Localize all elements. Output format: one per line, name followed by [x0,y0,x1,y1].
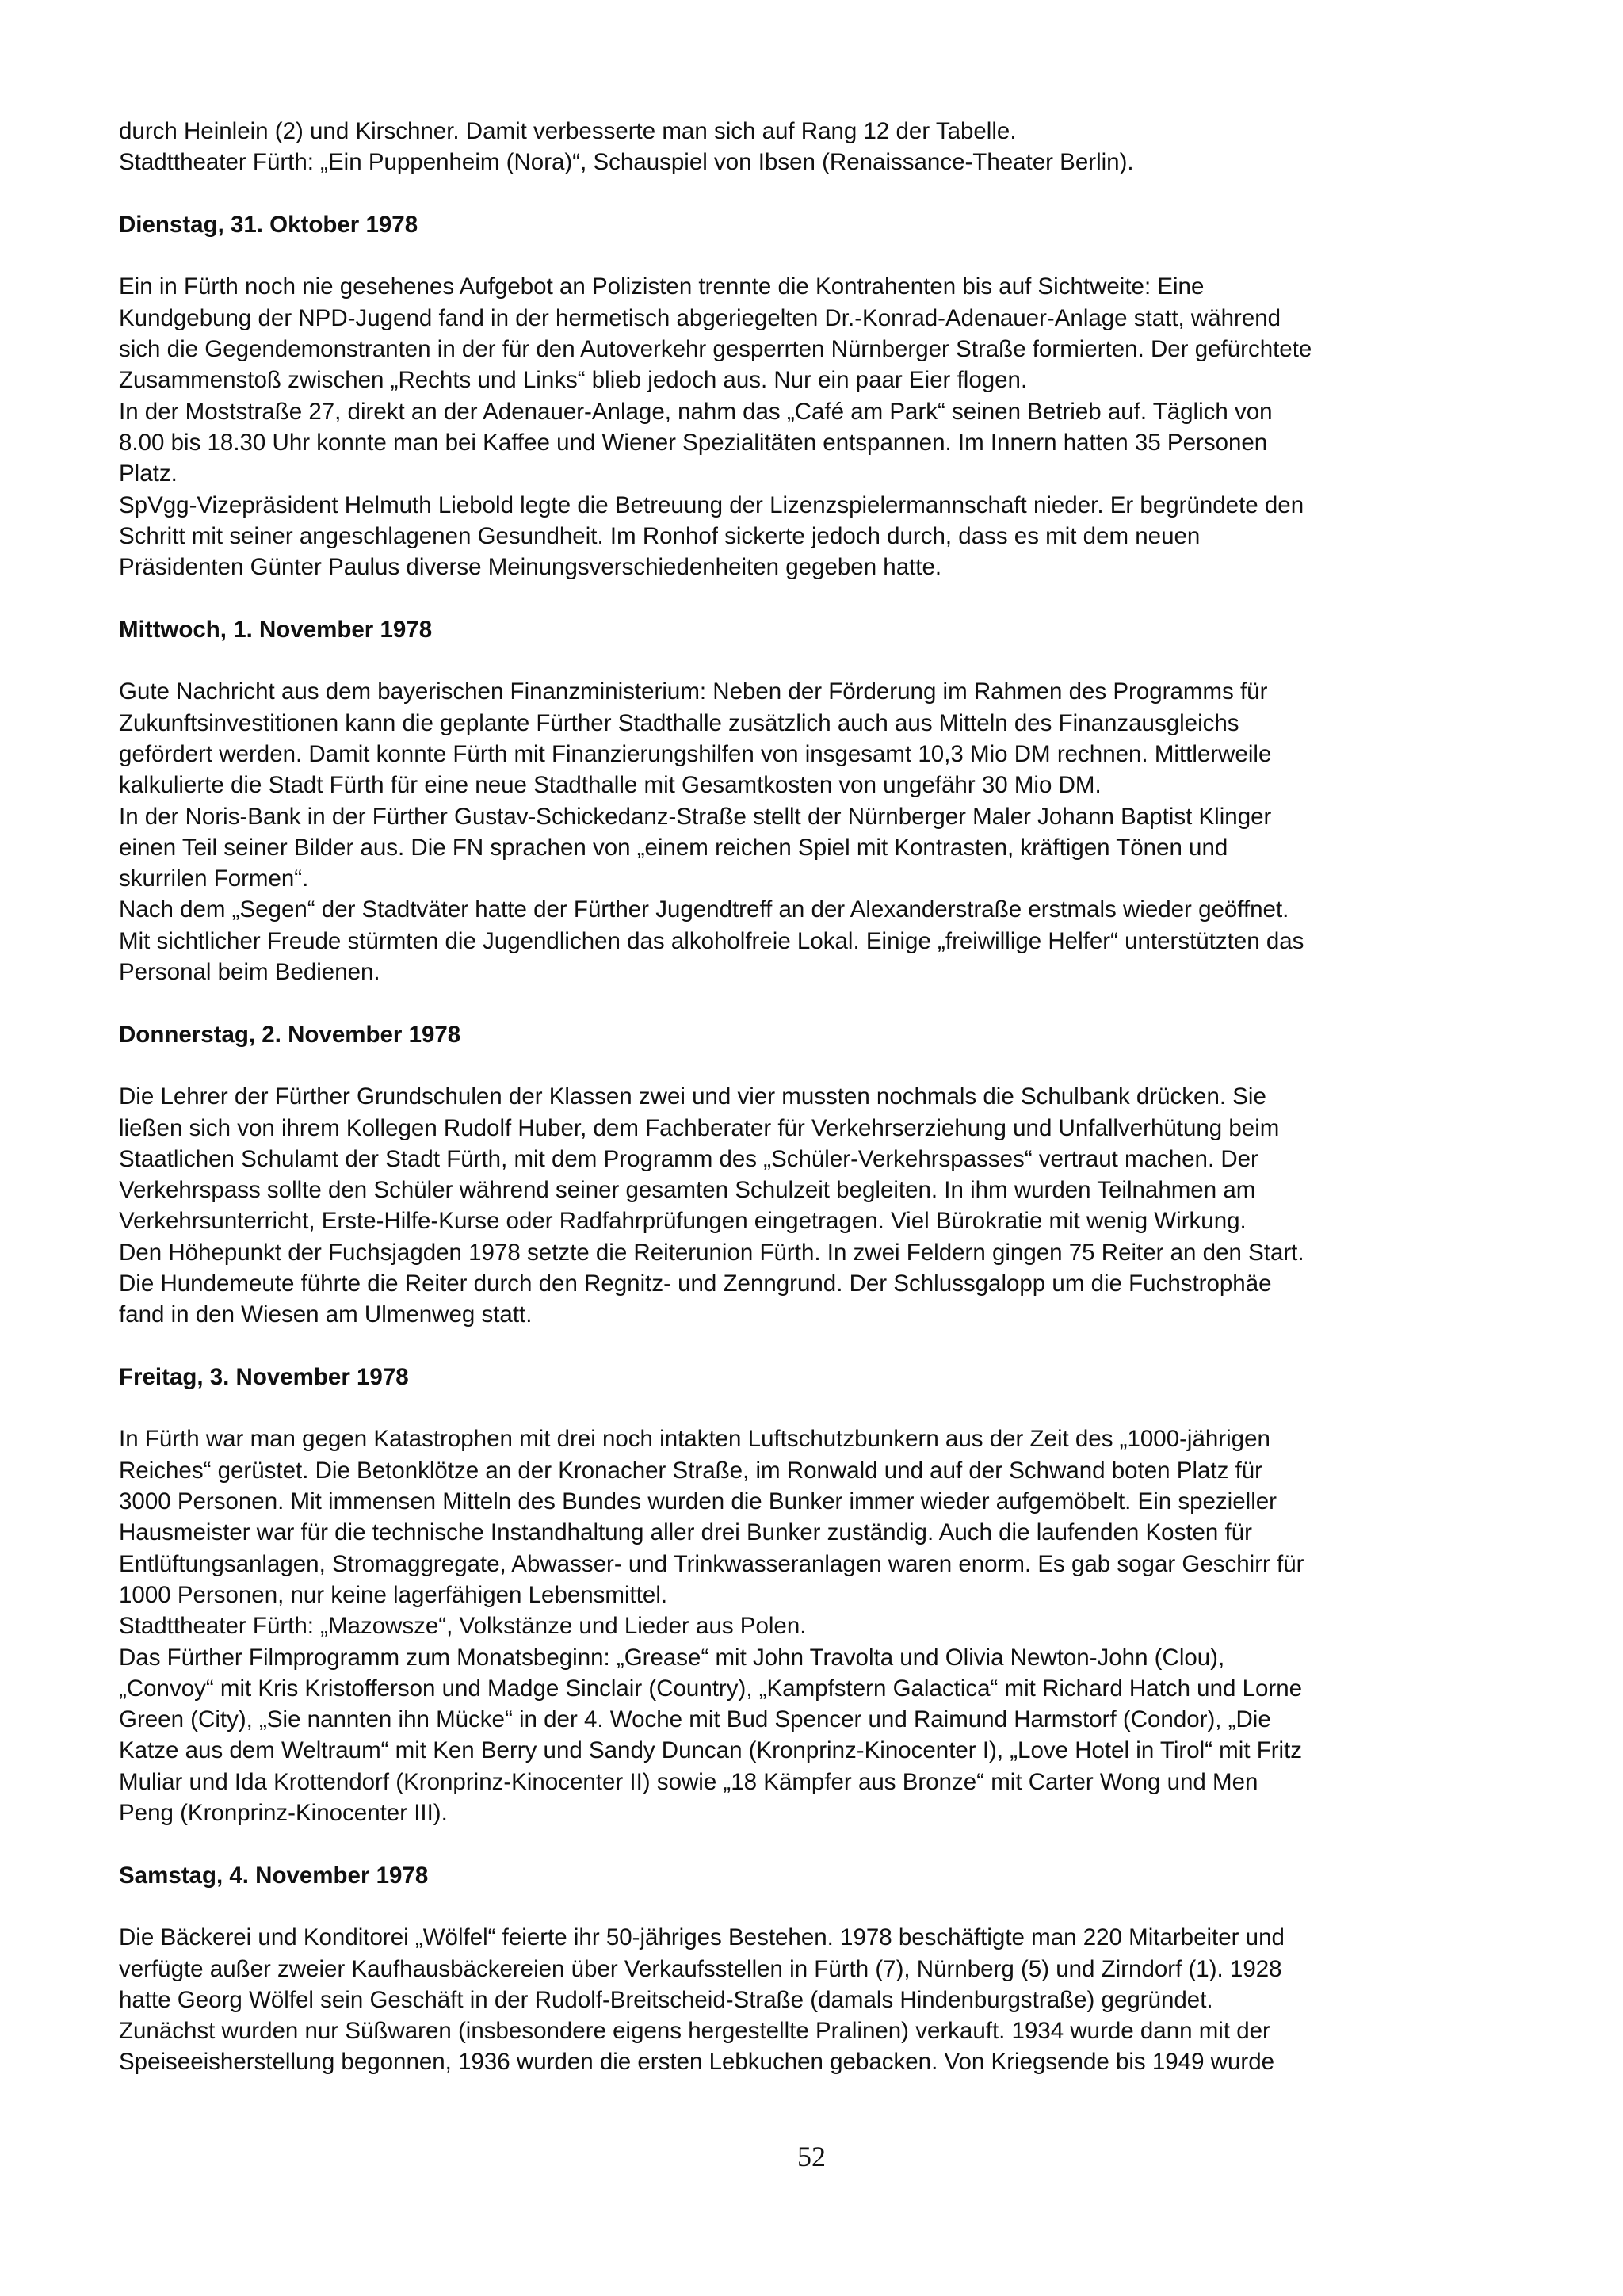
text-line: Entlüftungsanlagen, Stromaggregate, Abwasser- und Trinkwasseranlagen waren enorm. Es gab sogar Geschirr für [119,1550,1304,1577]
day-section [119,1860,1514,2078]
paragraph [119,1642,1514,1829]
text-line: Speiseeisherstellung begonnen, 1936 wurden die ersten Lebkuchen gebacken. Von Kriegsende bis 1949 wurde [119,2049,1275,2076]
text-line: fand in den Wiesen am Ulmenweg statt. [119,1301,533,1328]
text-line: 3000 Personen. Mit immensen Mitteln des Bundes wurden die Bunker immer wieder aufgemöbelt. Ein spezieller [119,1488,1277,1515]
paragraph [119,894,1514,988]
text-line: gefördert werden. Damit konnte Fürth mit Finanzierungshilfen von insgesamt 10,3 Mio DM rechnen. Mittlerweile [119,740,1272,767]
text-line: hatte Georg Wölfel sein Geschäft in der Rudolf-Breitscheid-Straße (damals Hindenburgstraße) gegründet. [119,1986,1213,2013]
text-line: ließen sich von ihrem Kollegen Rudolf Huber, dem Fachberater für Verkehrserziehung und Unfallverhütung beim [119,1114,1280,1141]
text-line: SpVgg-Vizepräsident Helmuth Liebold legte die Betreuung der Lizenzspielermannschaft nieder. Er begründete den [119,491,1304,518]
text-line: Schritt mit seiner angeschlagenen Gesundheit. Im Ronhof sickerte jedoch durch, dass es mit dem neuen [119,522,1201,549]
paragraph [119,396,1514,490]
text-line: Peng (Kronprinz-Kinocenter III). [119,1800,448,1827]
day-section [119,209,1514,583]
text-line: skurrilen Formen“. [119,865,309,892]
text-line: Verkehrspass sollte den Schüler während seiner gesamten Schulzeit begleiten. In ihm wurden Teilnahmen am [119,1177,1256,1204]
text-line: Präsidenten Günter Paulus diverse Meinungsverschiedenheiten gegeben hatte. [119,554,942,581]
paragraph [119,147,1514,178]
text-line: In der Noris-Bank in der Fürther Gustav-Schickedanz-Straße stellt der Nürnberger Maler Johann Baptist Klinger [119,803,1272,830]
day-sections [119,209,1514,2078]
day-section [119,614,1514,988]
text-line: Die Bäckerei und Konditorei „Wölfel“ feierte ihr 50-jähriges Bestehen. 1978 beschäftigte man 220 Mitarbeiter und [119,1924,1285,1951]
text-line: Personal beim Bedienen. [119,959,380,986]
text-line: durch Heinlein (2) und Kirschner. Damit verbesserte man sich auf Rang 12 der Tabelle. [119,118,1017,144]
text-line: Die Hundemeute führte die Reiter durch den Regnitz- und Zenngrund. Der Schlussgalopp um die Fuchstrophäe [119,1270,1272,1297]
text-line: Mit sichtlicher Freude stürmten die Jugendlichen das alkoholfreie Lokal. Einige „freiwillige Helfer“ unterstützten das [119,927,1304,954]
paragraph [119,116,1514,147]
text-line: „Convoy“ mit Kris Kristofferson und Madge Sinclair (Country), „Kampfstern Galactica“ mit Richard Hatch und Lorne [119,1675,1303,1702]
date-heading: Samstag, 4. November 1978 [119,1862,429,1889]
text-line: kalkulierte die Stadt Fürth für eine neue Stadthalle mit Gesamtkosten von ungefähr 30 Mio DM. [119,772,1102,799]
paragraph [119,1237,1514,1331]
text-line: Das Fürther Filmprogramm zum Monatsbeginn: „Grease“ mit John Travolta und Olivia Newton-John (Clou), [119,1644,1225,1671]
text-line: Reiches“ gerüstet. Die Betonklötze an der Kronacher Straße, im Ronwald und auf der Schwand boten Platz für [119,1457,1262,1484]
text-line: Kundgebung der NPD-Jugend fand in der hermetisch abgeriegelten Dr.-Konrad-Adenauer-Anlage statt, während [119,304,1281,331]
text-line: sich die Gegendemonstranten in der für den Autoverkehr gesperrten Nürnberger Straße formierten. Der gefürchtete [119,336,1312,363]
text-line: In der Moststraße 27, direkt an der Adenauer-Anlage, nahm das „Café am Park“ seinen Betrieb auf. Täglich von [119,398,1273,425]
text-line: Den Höhepunkt der Fuchsjagden 1978 setzte die Reiterunion Fürth. In zwei Feldern gingen 75 Reiter an den Start. [119,1239,1304,1266]
date-heading: Freitag, 3. November 1978 [119,1363,409,1390]
text-line: Stadttheater Fürth: „Ein Puppenheim (Nora)“, Schauspiel von Ibsen (Renaissance-Theater Berlin). [119,149,1134,176]
text-line: Nach dem „Segen“ der Stadtväter hatte der Fürther Jugendtreff an der Alexanderstraße erstmals wieder geöffnet. [119,896,1289,923]
text-line: Verkehrsunterricht, Erste-Hilfe-Kurse oder Radfahrprüfungen eingetragen. Viel Bürokratie mit wenig Wirkung. [119,1208,1247,1235]
paragraph [119,1081,1514,1236]
paragraph [119,490,1514,583]
text-line: Platz. [119,460,178,487]
text-line: Zusammenstoß zwischen „Rechts und Links“ blieb jedoch aus. Nur ein paar Eier flogen. [119,367,1028,394]
date-heading: Dienstag, 31. Oktober 1978 [119,211,418,238]
paragraph [119,801,1514,895]
text-line: Staatlichen Schulamt der Stadt Fürth, mit dem Programm des „Schüler-Verkehrspasses“ vertraut machen. Der [119,1145,1258,1172]
text-line: Green (City), „Sie nannten ihn Mücke“ in der 4. Woche mit Bud Spencer und Raimund Harmstorf (Condor), „Die [119,1706,1271,1733]
intro-block [119,116,1514,178]
day-section [119,1019,1514,1331]
text-line: Gute Nachricht aus dem bayerischen Finanzministerium: Neben der Förderung im Rahmen des Programms für [119,678,1268,705]
date-heading: Donnerstag, 2. November 1978 [119,1021,461,1048]
text-line: Hausmeister war für die technische Instandhaltung aller drei Bunker zuständig. Auch die laufenden Kosten für [119,1519,1252,1546]
page-number: 52 [797,2141,826,2172]
text-line: verfügte außer zweier Kaufhausbäckereien über Verkaufsstellen in Fürth (7), Nürnberg (5) und Zirndorf (1). 1928 [119,1955,1282,1982]
paragraph [119,1610,1514,1641]
text-line: Ein in Fürth noch nie gesehenes Aufgebot an Polizisten trennte die Kontrahenten bis auf Sichtweite: Eine [119,273,1205,300]
text-line: 8.00 bis 18.30 Uhr konnte man bei Kaffee und Wiener Spezialitäten entspannen. Im Innern hatten 35 Personen [119,429,1268,456]
date-heading: Mittwoch, 1. November 1978 [119,616,433,643]
text-line: Muliar und Ida Krottendorf (Kronprinz-Kinocenter II) sowie „18 Kämpfer aus Bronze“ mit Carter Wong und Men [119,1768,1258,1795]
paragraph [119,1922,1514,2077]
paragraph [119,271,1514,395]
text-line: einen Teil seiner Bilder aus. Die FN sprachen von „einem reichen Spiel mit Kontrasten, kräftigen Tönen und [119,834,1228,861]
text-line: 1000 Personen, nur keine lagerfähigen Lebensmittel. [119,1581,668,1608]
paragraph [119,676,1514,800]
text-line: Katze aus dem Weltraum“ mit Ken Berry und Sandy Duncan (Kronprinz-Kinocenter I), „Love Hotel in Tirol“ mit Fritz [119,1737,1303,1764]
text-line: Stadttheater Fürth: „Mazowsze“, Volkstänze und Lieder aus Polen. [119,1613,807,1640]
text-line: In Fürth war man gegen Katastrophen mit drei noch intakten Luftschutzbunkern aus der Zeit des „1000-jährigen [119,1426,1270,1453]
text-line: Zukunftsinvestitionen kann die geplante Fürther Stadthalle zusätzlich auch aus Mitteln des Finanzausgleichs [119,709,1239,736]
text-line: Die Lehrer der Fürther Grundschulen der Klassen zwei und vier mussten nochmals die Schulbank drücken. Sie [119,1083,1266,1110]
day-section [119,1362,1514,1828]
text-line: Zunächst wurden nur Süßwaren (insbesondere eigens hergestellte Pralinen) verkauft. 1934 wurde dann mit der [119,2018,1270,2045]
paragraph [119,1423,1514,1610]
document-page [119,116,1514,2078]
